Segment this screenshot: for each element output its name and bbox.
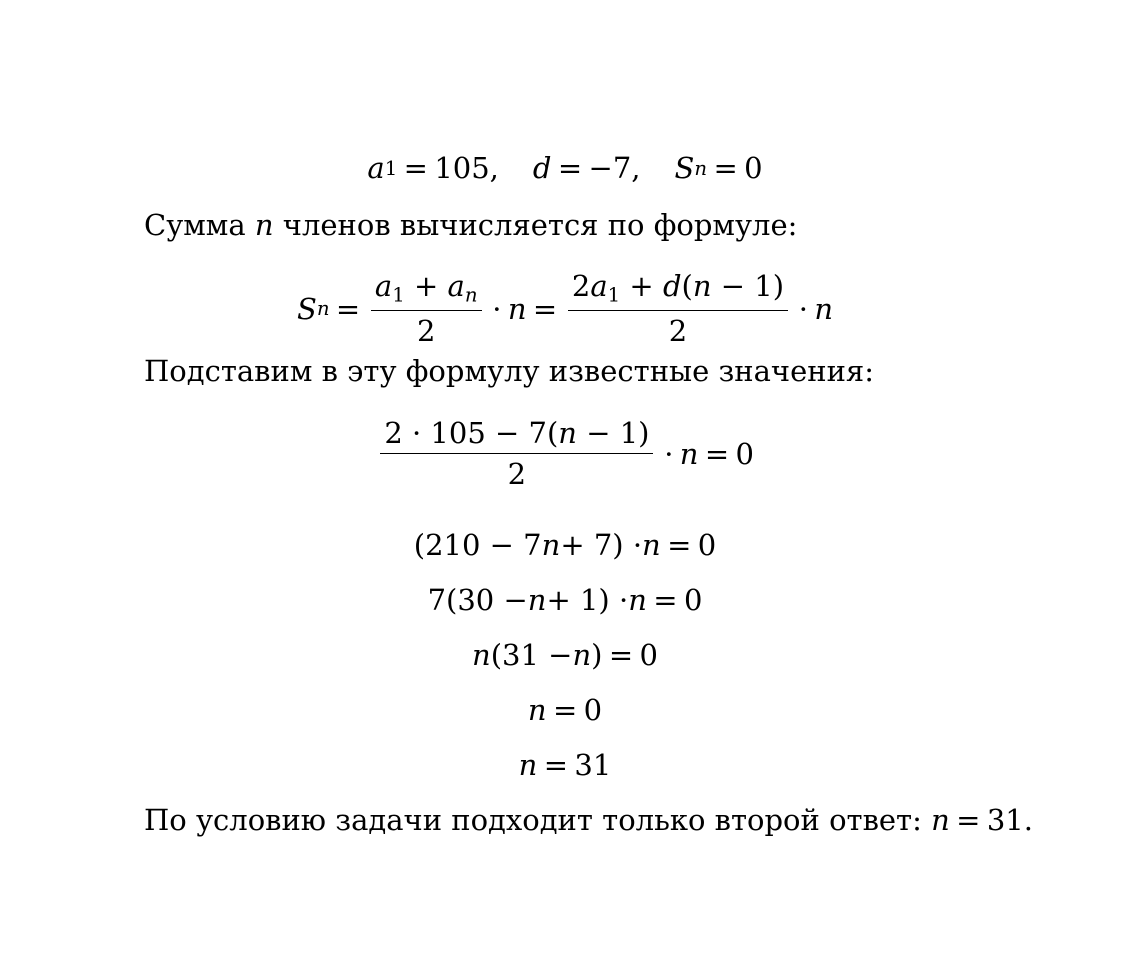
substituted-equation: $\frac{2 \cdot 105 - 7(n - 1)}{2}$ · n = 0 bbox=[0, 419, 1130, 489]
fraction-substituted: $\frac{2 \cdot 105 - 7(n - 1)}{2}$ bbox=[380, 419, 653, 489]
a1-value: 105 bbox=[434, 151, 490, 185]
para1-variable: n bbox=[254, 208, 274, 242]
answer-value: 31 bbox=[986, 803, 1024, 837]
para1-text-before: Сумма bbox=[144, 208, 246, 242]
fraction1-denominator: 2 bbox=[416, 314, 436, 349]
para1-text-after: членов вычисляется по формуле: bbox=[282, 208, 798, 242]
substituted-denominator: 2 bbox=[507, 457, 527, 491]
step-1-equation: (210 − 7 n + 7) · n = 0 bbox=[413, 528, 717, 562]
step-2-equation: 7(30 − n + 1) · n = 0 bbox=[427, 583, 703, 617]
paragraph-answer: По условию задачи подходит только второй ответ: n = 31. bbox=[144, 803, 1033, 837]
step-5-equation: n = 31 bbox=[518, 748, 612, 782]
fraction-general-terms: $\frac{2a_1 + d(n - 1)}{2}$ bbox=[568, 272, 788, 346]
fraction2-denominator: 2 bbox=[668, 314, 688, 349]
answer-text: По условию задачи подходит только второй ответ: bbox=[144, 803, 922, 837]
given-values-equation: a 1 = 105 , d = −7 , S n = 0 bbox=[367, 151, 763, 185]
paragraph-substitute: Подставим в эту формулу известные значения: bbox=[144, 354, 874, 388]
sn-value: 0 bbox=[744, 151, 763, 185]
step-4-equation: n = 0 bbox=[527, 693, 603, 727]
step-3-equation: n (31 − n ) = 0 bbox=[472, 638, 658, 672]
substituted-rhs: 0 bbox=[735, 436, 754, 471]
sum-formula-equation: S n = $\frac{a_1 + a_n}{2}$ · n = $\frac{2a_1 + d(n - 1)}{2}$ · n bbox=[296, 269, 834, 349]
fraction-mean-terms: $\frac{a_1 + a_n}{2}$ bbox=[371, 272, 482, 346]
d-value: −7 bbox=[588, 151, 632, 185]
paragraph-sum-formula-intro bbox=[144, 208, 798, 242]
